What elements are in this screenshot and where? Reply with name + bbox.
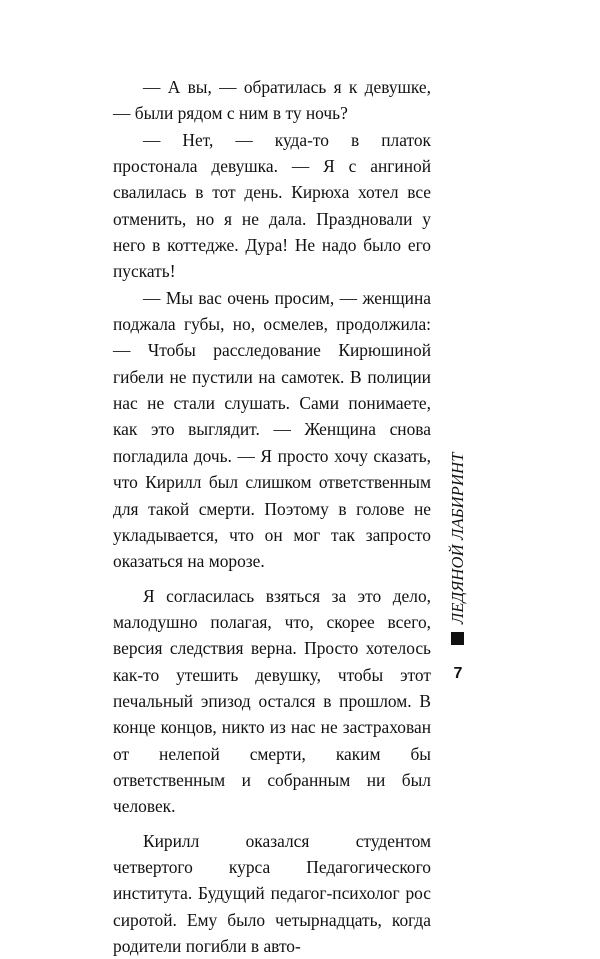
paragraph-5: Кирилл оказался студентом четвертого курса Педагогического института. Будущий педагог-психолог рос сиротой. Ему было четырнадцать, когда родители погибли в авто-	[113, 830, 431, 956]
running-title: ЛЕДЯНОЙ ЛАБИРИНТ	[448, 452, 467, 624]
paragraph-1: — А вы, — обратилась я к девушке, — были рядом с ним в ту ночь?	[113, 77, 431, 124]
paragraph-2: — Нет, — куда-то в платок простонала девушка. — Я с ангиной свалилась в тот день. Кирюха хотел все отменить, но я не дала. Праздновали у него в коттедже. Дура! Не надо было его пускать!	[113, 129, 431, 282]
page-number: 7	[453, 665, 463, 682]
paragraph-3: — Мы вас очень просим, — женщина поджала губы, но, осмелев, продолжила: — Чтобы расследование Кирюшиной гибели не пустили на самотек. В полиции нас не стали слушать. Сами понимаете, как это выглядит. — Женщина снова погладила дочь. — Я просто хочу сказать, что Кирилл был слишком ответственным для такой смерти. Поэтому в голове не укладывается, что он мог так запросто оказаться на морозе.	[113, 287, 431, 572]
square-marker-icon	[451, 632, 464, 645]
main-text	[113, 74, 431, 959]
paragraph-4: Я согласилась взяться за это дело, малодушно полагая, что, скорее всего, версия следствия верна. Просто хотелось как-то утешить девушку, чтобы этот печальный эпизод остался в прошлом. В конце концов, никто из нас не застрахован от нелепой смерти, каким бы ответственным и собранным ни был человек.	[113, 585, 431, 817]
